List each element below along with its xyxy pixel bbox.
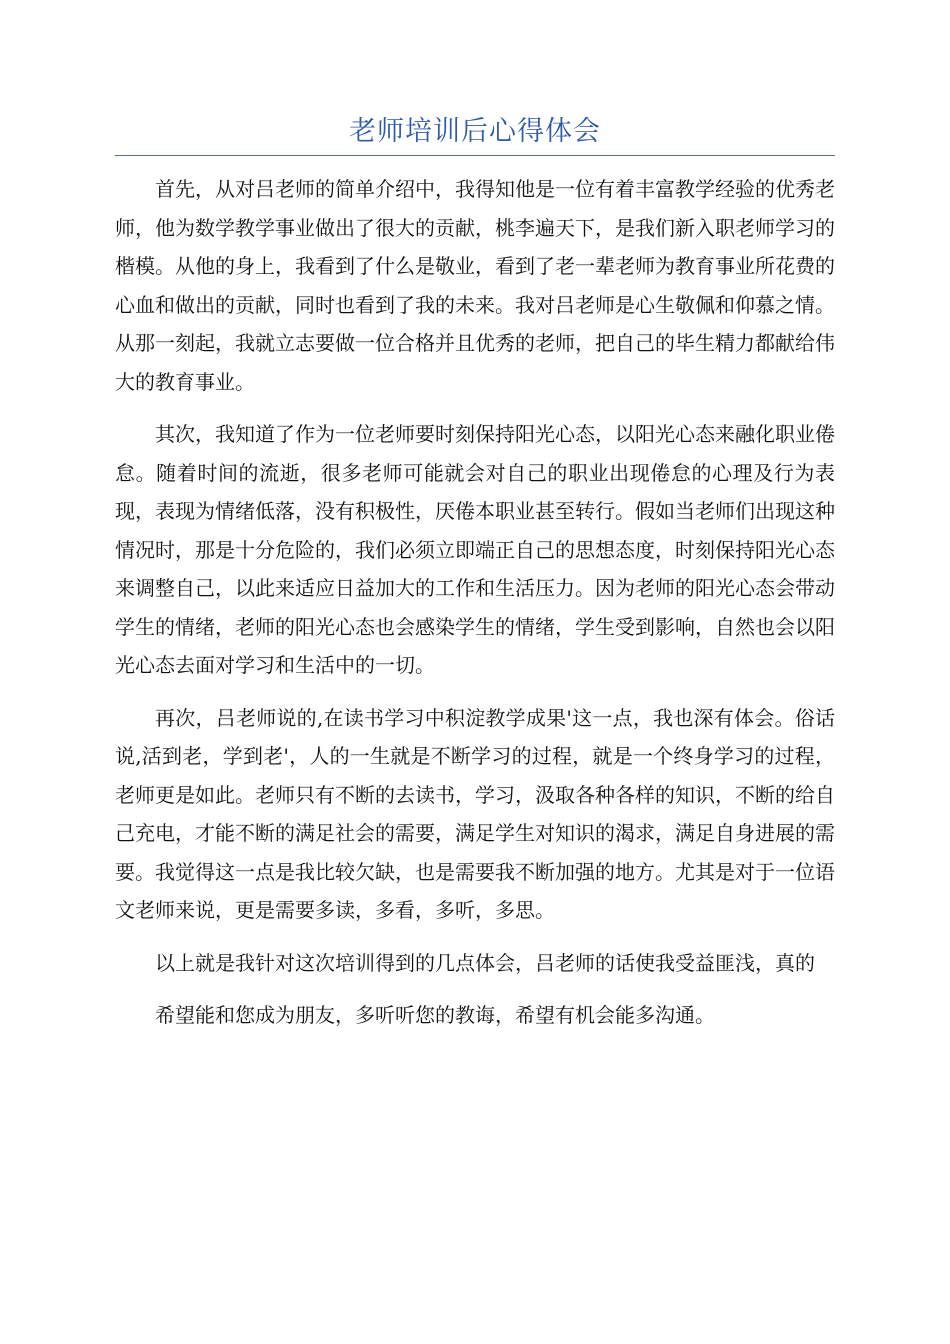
document-body <box>115 170 835 1049</box>
paragraph-5: 希望能和您成为朋友，多听听您的教诲，希望有机会能多沟通。 <box>155 1003 715 1027</box>
document-title: 老师培训后心得体会 <box>349 116 601 147</box>
paragraph-3: 再次，吕老师说的,在读书学习中积淀教学成果'这一点，我也深有体会。俗话说,活到老，学到老'，人的一生就是不断学习的过程，就是一个终身学习的过程，老师更是如此。老师只有不断的去读书，学习，汲取各种各样的知识，不断的给自己充电，才能不断的满足社会的需要，满足学生对知识的渴求，满足自身进展的需要。我觉得这一点是我比较欠缺，也是需要我不断加强的地方。尤其是对于一位语文老师来说，更是需要多读，多看，多听，多思。 <box>115 705 835 922</box>
title-underline <box>115 155 835 156</box>
paragraph-2: 其次，我知道了作为一位老师要时刻保持阳光心态，以阳光心态来融化职业倦怠。随着时间的流逝，很多老师可能就会对自己的职业出现倦怠的心理及行为表现，表现为情绪低落，没有积极性，厌倦本职业甚至转行。假如当老师们出现这种情况时，那是十分危险的，我们必须立即端正自己的思想态度，时刻保持阳光心态来调整自己，以此来适应日益加大的工作和生活压力。因为老师的阳光心态会带动学生的情绪，老师的阳光心态也会感染学生的情绪，学生受到影响，自然也会以阳光心态去面对学习和生活中的一切。 <box>115 422 835 677</box>
paragraph-1: 首先，从对吕老师的简单介绍中，我得知他是一位有着丰富教学经验的优秀老师，他为数学教学事业做出了很大的贡献，桃李遍天下，是我们新入职老师学习的楷模。从他的身上，我看到了什么是敬业，看到了老一辈老师为教育事业所花费的心血和做出的贡献，同时也看到了我的未来。我对吕老师是心生敬佩和仰慕之情。从那一刻起，我就立志要做一位合格并且优秀的老师，把自己的毕生精力都献给伟大的教育事业。 <box>115 177 835 394</box>
paragraph-4: 以上就是我针对这次培训得到的几点体会，吕老师的话使我受益匪浅，真的 <box>155 950 815 975</box>
